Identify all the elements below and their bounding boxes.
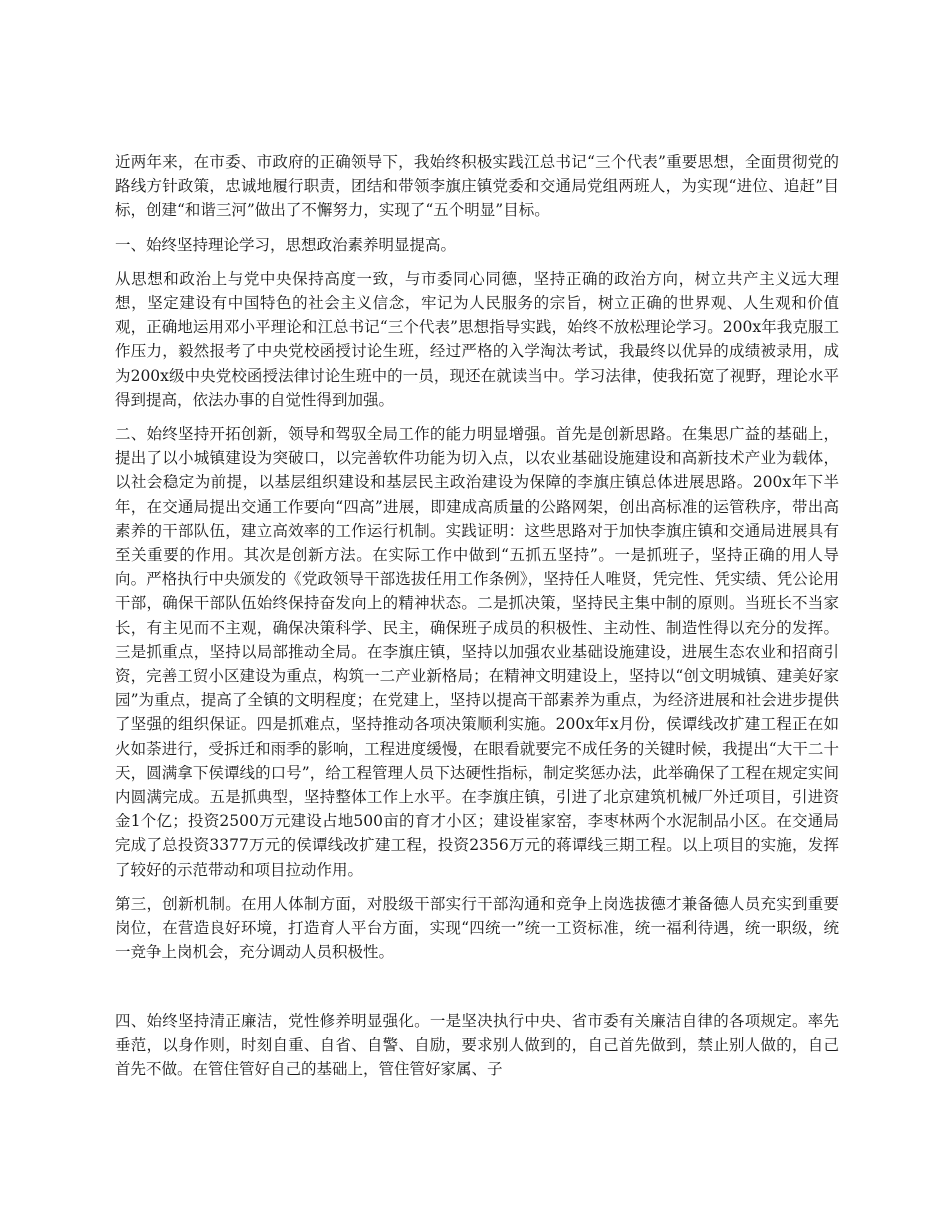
mechanism-paragraph: 第三，创新机制。在用人体制方面，对股级干部实行干部沟通和竞争上岗选拔德才兼备德人员充实到重要岗位，在营造良好环境，打造育人平台方面，实现“四统一”统一工资标准，统一福利待遇，统一职级，统一竞争上岗机会，充分调动人员积极性。: [115, 894, 839, 962]
integrity-paragraph: 四、始终坚持清正廉洁，党性修养明显强化。一是坚决执行中央、省市委有关廉洁自律的各项规定。率先垂范，以身作则，时刻自重、自省、自警、自励，要求别人做到的，自己首先做到，禁止别人做的，自己首先不做。在管住管好自己的基础上，管住管好家属、子: [115, 1011, 839, 1078]
innovation-paragraph: 二、始终坚持开拓创新，领导和驾驭全局工作的能力明显增强。首先是创新思路。在集思广益的基础上，提出了以小城镇建设为突破口，以完善软件功能为切入点，以农业基础设施建设和高新技术产业为载体，以社会稳定为前提，以基层组织建设和基层民主政治建设为保障的李旗庄镇总体进展思路。200x年下半年，在交通局提出交通工作要向“四高”进展，即建成高质量的公路网架，创出高标准的运管秩序，带出高素养的干部队伍，建立高效率的工作运行机制。实践证明：这些思路对于加快李旗庄镇和交通局进展具有至关重要的作用。其次是创新方法。在实际工作中做到“五抓五坚持”。一是抓班子，坚持正确的用人导向。严格执行中央颁发的《党政领导干部选拔任用工作条例》，坚持任人唯贤，凭完性、凭实绩、凭公论用干部，确保干部队伍始终保持奋发向上的精神状态。二是抓决策，坚持民主集中制的原则。当班长不当家长，有主见而不主观，确保决策科学、民主，确保班子成员的积极性、主动性、制造性得以充分的发挥。三是抓重点，坚持以局部推动全局。在李旗庄镇，坚持以加强农业基础设施建设，进展生态农业和招商引资，完善工贸小区建设为重点，构筑一二产业新格局；在精神文明建设上，坚持以“创文明城镇、建美好家园”为重点，提高了全镇的文明程度；在党建上，坚持以提高干部素养为重点，为经济进展和社会进步提供了坚强的组织保证。四是抓难点，坚持推动各项决策顺利实施。200x年x月份，侯谭线改扩建工程正在如火如荼进行，受拆迁和雨季的影响，工程进度缓慢，在眼看就要完不成任务的关键时候，我提出“大干二十天，圆满拿下侯谭线的口号”，给工程管理人员下达硬性指标，制定奖惩办法，此举确保了工程在规定实间内圆满完成。五是抓典型，坚持整体工作上水平。在李旗庄镇，引进了北京建筑机械厂外迁项目，引进资金1个亿；投资2500万元建设占地500亩的育才小区；建设崔家窑，李枣林两个水泥制品小区。在交通局完成了总投资3377万元的侯谭线改扩建工程，投资2356万元的蒋谭线三期工程。以上项目的实施，发挥了较好的示范带动和项目拉动作用。: [115, 425, 839, 879]
intro-paragraph: 近两年来，在市委、市政府的正确领导下，我始终积极实践江总书记“三个代表”重要思想，全面贯彻党的路线方针政策，忠诚地履行职责，团结和带领李旗庄镇党委和交通局党组两班人，为实现“进位、追赶”目标，创建“和谐三河”做出了不懈努力，实现了“五个明显”目标。: [115, 153, 839, 220]
section-heading-theory-study: 一、始终坚持理论学习，思想政治素养明显提高。: [115, 235, 457, 254]
document-page: [115, 150, 839, 1081]
theory-study-paragraph: 从思想和政治上与党中央保持高度一致，与市委同心同德，坚持正确的政治方向，树立共产主义远大理想，坚定建设有中国特色的社会主义信念，牢记为人民服务的宗旨，树立正确的世界观、人生观和价值观，正确地运用邓小平理论和江总书记“三个代表”思想指导实践，始终不放松理论学习。200x年我克服工作压力，毅然报考了中央党校函授讨论生班，经过严格的入学淘汰考试，我最终以优异的成绩被录用，成为200x级中央党校函授法律讨论生班中的一员，现还在就读当中。学习法律，使我拓宽了视野，理论水平得到提高，依法办事的自觉性得到加强。: [115, 269, 839, 409]
